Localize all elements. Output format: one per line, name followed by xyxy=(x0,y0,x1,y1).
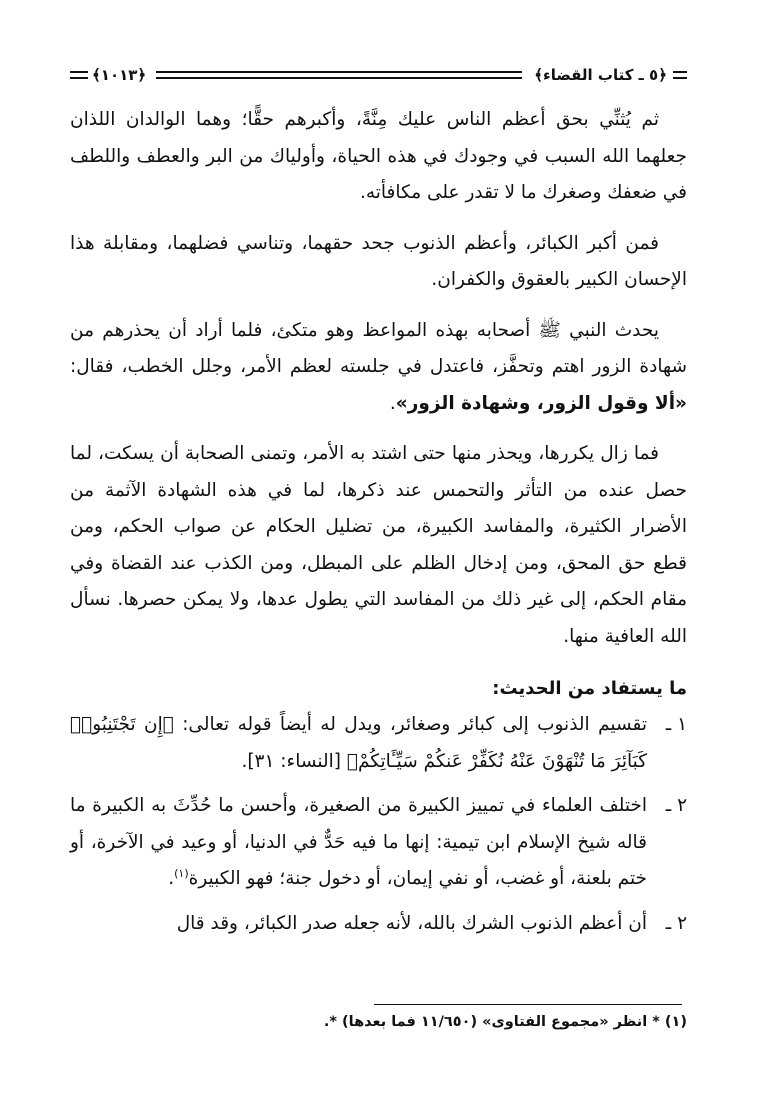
hadith-quote: «ألا وقول الزور، وشهادة الزور» xyxy=(395,392,687,414)
running-header xyxy=(70,62,687,88)
benefit-item-3 xyxy=(70,906,687,943)
item-number: ١ ـ xyxy=(665,714,687,735)
footnote-marker: (١) xyxy=(174,866,189,880)
chapter-title: ﴿٥ ـ كتاب القضاء﴾ xyxy=(534,66,667,84)
paragraph-2: فمن أكبر الكبائر، وأعظم الذنوب جحد حقهما، وتناسي فضلهما، ومقابلة هذا الإحسان الكبير بالعقوق والكفران. xyxy=(70,232,687,290)
item-number: ٢ ـ xyxy=(665,795,687,816)
item-3-text: أن أعظم الذنوب الشرك بالله، لأنه جعله صدر الكبائر، وقد قال xyxy=(176,912,647,934)
page-number: ﴿١٠١٣﴾ xyxy=(92,66,147,84)
item-text xyxy=(70,788,647,898)
paragraph-3 xyxy=(70,313,687,423)
item-2-end: . xyxy=(168,868,175,889)
footnote: (١) * انظر «مجموع الفتاوى» (١١/٦٥٠ فما بعدها) *. xyxy=(323,1014,687,1030)
benefit-item-1 xyxy=(70,707,687,780)
header-ornament-left xyxy=(70,71,88,79)
header-rule xyxy=(156,71,522,79)
benefit-item-2 xyxy=(70,788,687,898)
footnote-separator xyxy=(374,1004,682,1005)
quran-verse: ﴿إِن تَجْتَنِبُوا۟ كَبَآئِرَ مَا تُنْهَوْنَ عَنْهُ نُكَفِّرْ عَنكُمْ سَيِّـَٔاتِكُمْ﴾ xyxy=(70,714,647,772)
paragraph-3-end: . xyxy=(389,392,396,414)
page-body xyxy=(70,62,687,942)
paragraph-4: فما زال يكررها، ويحذر منها حتى اشتد به الأمر، وتمنى الصحابة أن يسكت، لما حصل عنده من التأثر والتحمس عند ذكرها، لما في هذه الشهادة الآثمة من الأضرار الكثيرة، والمفاسد الكبيرة، من تضليل الحكام عن صواب الحكم، ومن قطع حق المحق، ومن إدخال الظلم على المبطل، ومن الكذب عند القضاة وفي مقام الحكم، إلى غير ذلك من المفاسد التي يطول عدها، ولا يمكن حصرها. نسأل الله العافية منها. xyxy=(70,443,687,647)
header-ornament-right xyxy=(673,71,687,79)
benefits-heading: ما يستفاد من الحديث: xyxy=(492,678,687,699)
item-text xyxy=(70,707,647,780)
verse-reference: [النساء: ٣١]. xyxy=(241,750,347,772)
paragraph-3-text: يحدث النبي ﷺ أصحابه بهذه المواعظ وهو متكئ، فلما أراد أن يحذرهم من شهادة الزور اهتم وتحفَّز، فاعتدل في جلسته لعظم الأمر، وجلل الخطب، فقال: xyxy=(70,319,687,377)
paragraph-1: ثم يُثنِّي بحق أعظم الناس عليك مِنَّةً، وأكبرهم حقًّا؛ وهما الوالدان اللذان جعلهما الله السبب في وجودك في هذه الحياة، وأولياك من البر والعطف واللطف في ضعفك وصغرك ما لا تقدر على مكافأته. xyxy=(70,109,687,203)
item-1-text: تقسيم الذنوب إلى كبائر وصغائر، ويدل له أيضاً قوله تعالى: xyxy=(173,714,647,735)
item-2-text: اختلف العلماء في تمييز الكبيرة من الصغيرة، وأحسن ما حُدِّثَ به الكبيرة ما قاله شيخ الإسلام ابن تيمية: إنها ما فيه حَدٌّ في الدنيا، أو وعيد في الآخرة، أو ختم بلعنة، أو غضب، أو نفي إيمان، أو دخول جنة؛ فهو الكبيرة xyxy=(70,795,647,889)
item-number: ٢ ـ xyxy=(665,912,687,934)
